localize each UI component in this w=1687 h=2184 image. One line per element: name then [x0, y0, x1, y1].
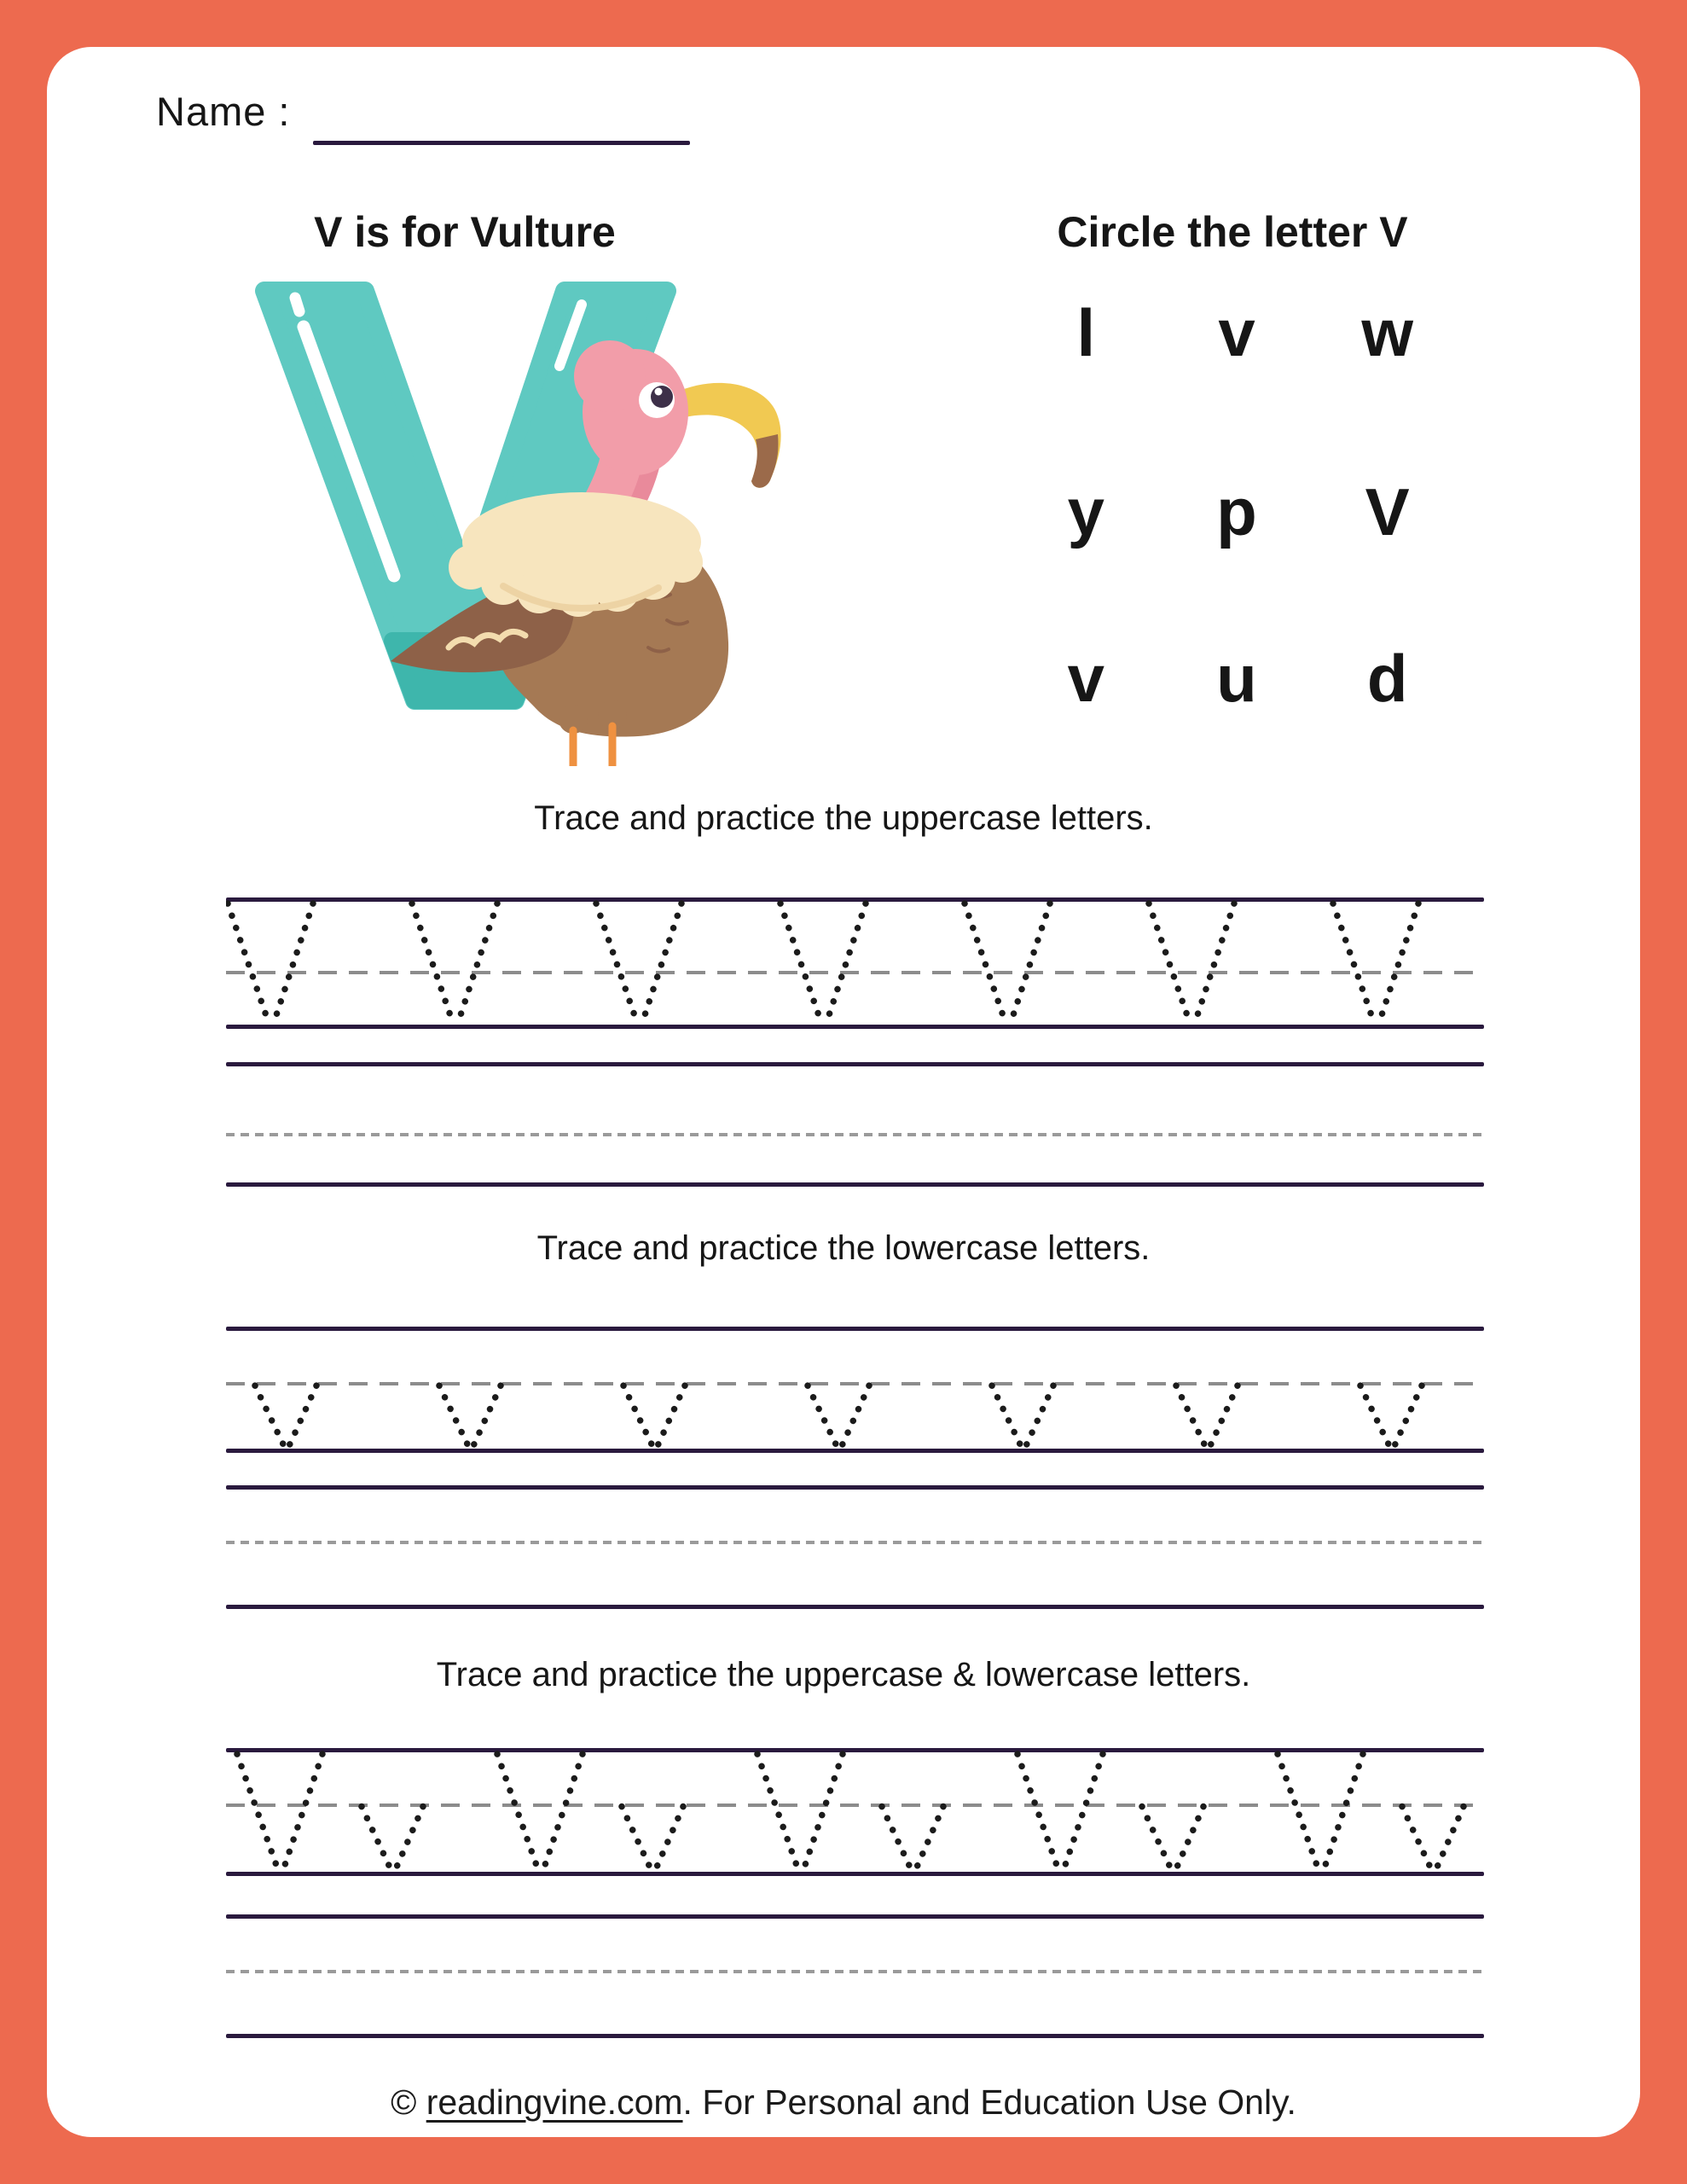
circle-letter[interactable]: V — [1365, 473, 1410, 549]
footer-prefix: © — [391, 2082, 426, 2122]
circle-letter[interactable]: y — [1067, 473, 1105, 549]
worksheet-sheet — [47, 47, 1640, 2137]
circle-letter-grid — [972, 279, 1493, 727]
name-label: Name : — [156, 89, 291, 134]
letter-heading: V is for Vulture — [314, 208, 616, 256]
practice-lines-empty[interactable] — [226, 1485, 1484, 1609]
letter-v-vulture-illustration — [247, 276, 785, 766]
trace-letters-uppercase[interactable] — [226, 897, 1484, 1029]
footer-credit — [47, 2082, 1640, 2123]
rule-line — [226, 1062, 1484, 1066]
grid-row — [972, 461, 1493, 563]
rule-line — [226, 1182, 1484, 1187]
rule-line — [226, 1485, 1484, 1490]
footer-link[interactable]: readingvine.com — [426, 2082, 683, 2122]
circle-letter[interactable]: l — [1076, 294, 1096, 370]
name-write-line[interactable] — [313, 141, 690, 145]
section-title-lowercase: Trace and practice the lowercase letters. — [536, 1229, 1151, 1267]
circle-letter[interactable]: p — [1216, 473, 1257, 549]
dashed-midline — [226, 1970, 1484, 1973]
section-title-mixed: Trace and practice the uppercase & lowercase letters. — [436, 1656, 1251, 1693]
rule-line — [226, 2034, 1484, 2038]
section-title-uppercase: Trace and practice the uppercase letters. — [534, 799, 1153, 837]
practice-lines-empty[interactable] — [226, 1062, 1484, 1187]
rule-line — [226, 1605, 1484, 1609]
circle-letter[interactable]: u — [1216, 640, 1257, 716]
trace-letters-mixed[interactable] — [226, 1748, 1484, 1876]
circle-letter[interactable]: v — [1067, 640, 1105, 716]
circle-letter[interactable]: v — [1218, 294, 1255, 370]
circle-instruction-heading: Circle the letter V — [1057, 208, 1408, 256]
dashed-midline — [226, 1541, 1484, 1544]
grid-row — [972, 627, 1493, 729]
dashed-midline — [226, 1133, 1484, 1136]
circle-letter[interactable]: d — [1366, 640, 1408, 716]
grid-row — [972, 282, 1493, 384]
trace-letters-lowercase[interactable] — [226, 1327, 1484, 1453]
rule-line — [226, 1914, 1484, 1919]
footer-rest: . For Personal and Education Use Only. — [682, 2082, 1296, 2122]
practice-lines-empty[interactable] — [226, 1914, 1484, 2038]
circle-letter[interactable]: w — [1361, 294, 1414, 370]
